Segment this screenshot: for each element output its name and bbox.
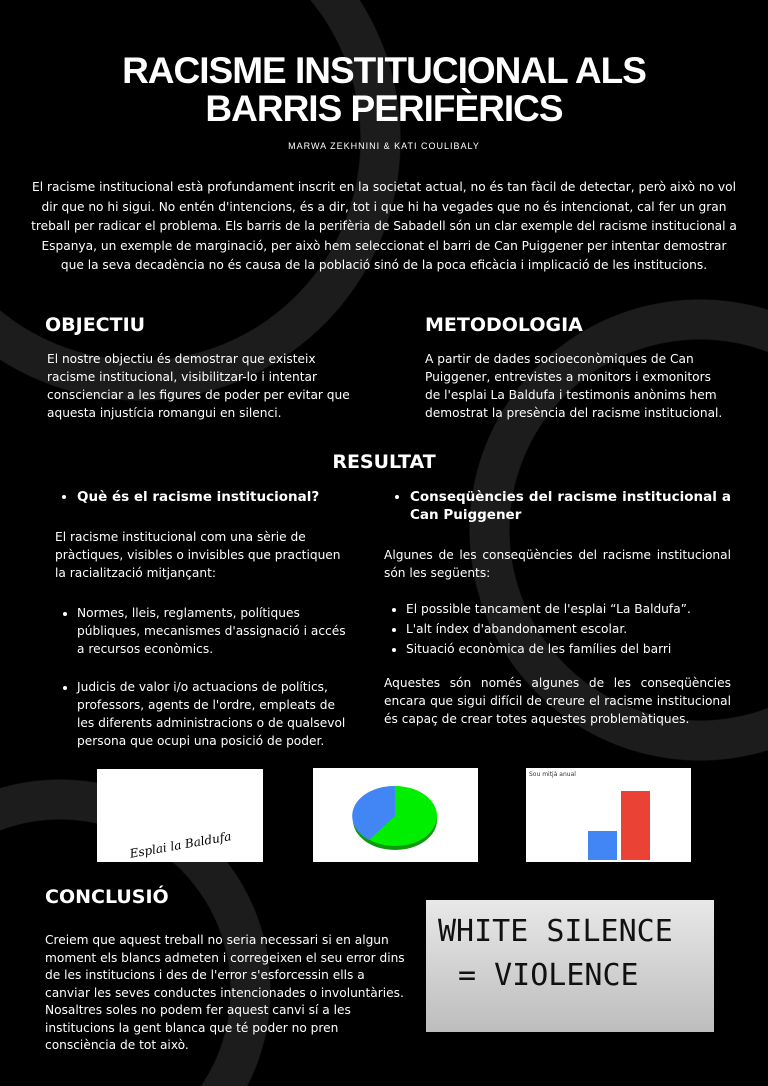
- esplai-logo-image: [97, 769, 263, 862]
- intro-text: El racisme institucional està profundament inscrit en la societat actual, no és tan fàcil de detectar, però això no vol dir que no hi sigui. No entén d'intencions, és a dir, tot i que hi ha vegades que no és intencionat, cal fer un gran treball per radicar el problema. Els barris de la perifèria de Sabadell són un clar exemple del racisme institucional a Espanya, un exemple de marginació, per això hem seleccionat el barri de Can Puiggener per intentar demostrar que la seva decadència no és causa de la població sinó de la poca eficàcia i implicació de les institucions.: [31, 180, 737, 272]
- objectiu-text: El nostre objectiu és demostrar que existeix racisme institucional, visibilitzar-lo i intentar conscienciar a les figures de poder per evitar que aquesta injustícia romangui en silenci.: [47, 352, 350, 420]
- metodologia-heading: METODOLOGIA: [425, 314, 583, 336]
- photo-text: WHITE SILENCE: [438, 914, 673, 949]
- conclusio-text: Creiem que aquest treball no seria necessari si en algun moment els blancs admeten i corregeixen el seu error dins de les institucions i des de l'error s'esforcessin ells a canviar les seves conductes intencionades o involuntàries. Nosaltres soles no podem fer aquest canvi sí a les institucions la gent blanca que té poder no pren consciència de tot això.: [45, 933, 405, 1052]
- authors: MARWA ZEKHNINI & KATI COULIBALY: [288, 141, 480, 151]
- poster-title: RACISME INSTITUCIONAL ALS BARRIS PERIFÈRICS: [122, 50, 646, 129]
- list-item: • El possible tancament de l'esplai “La Baldufa”.: [406, 600, 731, 618]
- pie-chart-image: [313, 768, 478, 862]
- left-intro: El racisme institucional com una sèrie de pràctiques, visibles o invisibles que practiquen la racialització mitjançant:: [55, 530, 341, 580]
- photo-text: = VIOLENCE: [458, 958, 639, 993]
- bar-can-puiggener: [588, 831, 617, 860]
- objectiu-heading: OBJECTIU: [45, 314, 146, 336]
- resultat-heading: RESULTAT: [332, 451, 436, 473]
- list-item: • L'alt índex d'abandonament escolar.: [406, 620, 731, 638]
- conclusio-heading: CONCLUSIÓ: [45, 886, 169, 908]
- right-bullet-heading: • Conseqüències del racisme institucional a Can Puiggener: [410, 488, 731, 524]
- list-item: • Judicis de valor i/o actuacions de polítics, professors, agents de l'ordre, empleats de les diferents administracions o de qualsevol persona que ocupi una posició de poder.: [77, 678, 355, 750]
- right-intro: Algunes de les conseqüències del racisme institucional són les següents:: [384, 548, 731, 580]
- left-bullet-heading: • Què és el racisme institucional?: [77, 488, 355, 506]
- metodologia-text: A partir de dades socioeconòmiques de Can Puiggener, entrevistes a monitors i exmonitors de l'esplai La Baldufa i testimonis anònims hem demostrat la presència del racisme institucional.: [425, 352, 723, 420]
- white-silence-photo: [426, 900, 714, 1032]
- list-item: • Normes, lleis, reglaments, polítiques públiques, mecanismes d'assignació i accés a recursos econòmics.: [77, 604, 355, 658]
- bar-chart-title: Sou mitjà anual: [529, 771, 576, 778]
- logo-text: Esplai la Baldufa: [128, 829, 232, 861]
- list-item: • Situació econòmica de les famílies del barri: [406, 640, 731, 658]
- bar-sabadell: [621, 791, 650, 860]
- right-outro: Aquestes són només algunes de les conseqüències encara que sigui difícil de creure el racisme institucional és capaç de crear totes aquestes problemàtiques.: [384, 676, 731, 726]
- bar-chart-image: [526, 768, 691, 862]
